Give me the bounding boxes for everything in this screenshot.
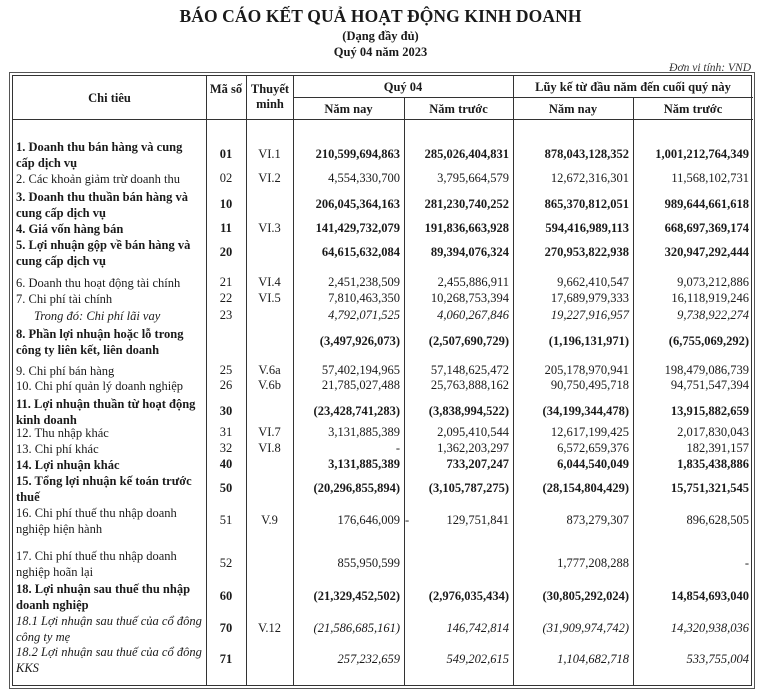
- row-label: 18. Lợi nhuận sau thuế thu nhập doanh nghiệp: [16, 582, 191, 612]
- quarter-last-year-value: (3,838,994,522): [428, 404, 509, 418]
- row-code: 01: [219, 147, 233, 161]
- quarter-this-year-value: 4,554,330,700: [328, 171, 400, 185]
- quarter-last-year-value: 129,751,841: [446, 513, 509, 527]
- ytd-last-year-value: 182,391,157: [686, 441, 749, 455]
- quarter-last-year-value: 191,836,663,928: [424, 221, 509, 235]
- row-code: 10: [219, 197, 233, 211]
- row-label: 2. Các khoản giảm trừ doanh thu: [16, 172, 181, 186]
- row-code: 50: [219, 481, 233, 495]
- row-code: 02: [219, 171, 233, 185]
- row-code: 31: [219, 425, 233, 439]
- report-title: BÁO CÁO KẾT QUẢ HOẠT ĐỘNG KINH DOANH: [179, 6, 582, 26]
- row-note: V.9: [261, 513, 278, 527]
- row-code: 70: [219, 621, 233, 635]
- quarter-this-year-value: 64,615,632,084: [321, 245, 400, 259]
- ytd-last-year-value: -: [744, 556, 749, 570]
- ytd-this-year-value: 17,689,979,333: [550, 291, 629, 305]
- ytd-last-year-value: 1,001,212,764,349: [655, 147, 749, 161]
- ytd-this-year-value: 12,617,199,425: [550, 425, 629, 439]
- ytd-this-year-value: 12,672,316,301: [550, 171, 629, 185]
- ytd-this-year-value: 594,416,989,113: [545, 221, 629, 235]
- row-label: 10. Chi phí quản lý doanh nghiệp: [16, 379, 183, 393]
- quarter-this-year-value: -: [395, 441, 400, 455]
- row-label: 11. Lợi nhuận thuần từ hoạt động kinh doanh: [16, 397, 196, 427]
- row-code: 30: [219, 404, 233, 418]
- row-note: VI.2: [258, 171, 281, 185]
- row-note: V.6b: [257, 378, 282, 392]
- header-item: Chi tiêu: [88, 91, 131, 105]
- quarter-this-year-value: 206,045,364,163: [315, 197, 400, 211]
- ytd-this-year-value: 19,227,916,957: [550, 308, 629, 322]
- ytd-last-year-value: (6,755,069,292): [668, 334, 749, 348]
- row-code: 20: [219, 245, 233, 259]
- ytd-last-year-value: 989,644,661,618: [664, 197, 749, 211]
- quarter-last-year-value: (2,976,035,434): [428, 589, 509, 603]
- row-code: 71: [219, 652, 233, 666]
- quarter-this-year-value: 257,232,659: [337, 652, 400, 666]
- row-label: 12. Thu nhập khác: [16, 426, 109, 440]
- quarter-last-year-value: 146,742,814: [446, 621, 509, 635]
- row-label: 18.1 Lợi nhuận sau thuế của cổ đông công ty mẹ: [16, 614, 202, 644]
- quarter-last-year-value: 89,394,076,324: [430, 245, 509, 259]
- quarter-this-year-value: (21,586,685,161): [313, 621, 400, 635]
- ytd-last-year-value: 896,628,505: [686, 513, 749, 527]
- row-note: V.6a: [258, 363, 281, 377]
- header-ytd-group: Lũy kế từ đầu năm đến cuối quý này: [535, 80, 731, 94]
- ytd-last-year-value: 198,479,086,739: [664, 363, 749, 377]
- row-code: 60: [219, 589, 233, 603]
- quarter-last-year-value: (2,507,690,729): [428, 334, 509, 348]
- ytd-last-year-value: 11,568,102,731: [671, 171, 749, 185]
- ytd-this-year-value: 865,370,812,051: [544, 197, 629, 211]
- quarter-this-year-value: 3,131,885,389: [328, 425, 400, 439]
- quarter-last-year-value: 3,795,664,579: [437, 171, 509, 185]
- quarter-this-year-value: 141,429,732,079: [315, 221, 400, 235]
- header-quarter-group: Quý 04: [383, 80, 423, 94]
- ytd-last-year-value: 9,073,212,886: [677, 275, 749, 289]
- row-label: 4. Giá vốn hàng bán: [16, 222, 124, 236]
- ytd-this-year-value: 90,750,495,718: [550, 378, 629, 392]
- ytd-this-year-value: (34,199,344,478): [542, 404, 629, 418]
- ytd-this-year-value: 1,104,682,718: [557, 652, 629, 666]
- quarter-last-year-value: 25,763,888,162: [430, 378, 509, 392]
- report-subtitle: (Dạng đầy đủ): [342, 29, 419, 43]
- report-period: Quý 04 năm 2023: [333, 45, 428, 59]
- quarter-this-year-value: 176,646,009: [337, 513, 400, 527]
- ytd-this-year-value: 9,662,410,547: [557, 275, 629, 289]
- row-note: VI.1: [258, 147, 281, 161]
- header-code: Mã số: [209, 82, 243, 96]
- quarter-this-year-value: 3,131,885,389: [328, 457, 400, 471]
- row-label: 6. Doanh thu hoạt động tài chính: [16, 276, 181, 290]
- header-quarter-this-year: Năm nay: [324, 102, 373, 116]
- ytd-last-year-value: 668,697,369,174: [664, 221, 749, 235]
- row-note: VI.8: [258, 441, 281, 455]
- ytd-last-year-value: 1,835,438,886: [677, 457, 749, 471]
- ytd-this-year-value: 873,279,307: [566, 513, 629, 527]
- quarter-last-year-value: 285,026,404,831: [424, 147, 509, 161]
- ytd-last-year-value: 13,915,882,659: [670, 404, 749, 418]
- quarter-last-year-value: 10,268,753,394: [430, 291, 509, 305]
- ytd-last-year-value: 320,947,292,444: [664, 245, 749, 259]
- quarter-this-year-value: 855,950,599: [337, 556, 400, 570]
- row-code: 32: [219, 441, 233, 455]
- quarter-last-year-value: 549,202,615: [446, 652, 509, 666]
- row-note: VI.7: [258, 425, 281, 439]
- row-label: 1. Doanh thu bán hàng và cung cấp dịch vụ: [16, 140, 183, 170]
- row-note: V.12: [257, 621, 282, 635]
- row-code: 25: [219, 363, 233, 377]
- header-divider: [293, 97, 753, 98]
- quarter-this-year-value: 57,402,194,965: [321, 363, 400, 377]
- quarter-this-year-value: (3,497,926,073): [319, 334, 400, 348]
- quarter-this-year-value: (20,296,855,894): [313, 481, 400, 495]
- quarter-last-year-value: 2,455,886,911: [437, 275, 509, 289]
- quarter-last-year-value: 57,148,625,472: [430, 363, 509, 377]
- ytd-this-year-value: 1,777,208,288: [557, 556, 629, 570]
- quarter-last-year-value: 733,207,247: [446, 457, 509, 471]
- header-quarter-last-year: Năm trước: [429, 102, 488, 116]
- ytd-this-year-value: 6,572,659,376: [557, 441, 629, 455]
- row-code: 11: [220, 221, 232, 235]
- row-code: 22: [219, 291, 233, 305]
- ytd-this-year-value: (1,196,131,971): [548, 334, 629, 348]
- dash-mark: -: [405, 513, 410, 527]
- row-code: 21: [219, 275, 233, 289]
- ytd-last-year-value: 14,320,938,036: [670, 621, 749, 635]
- quarter-last-year-value: 1,362,203,297: [437, 441, 509, 455]
- ytd-last-year-value: 15,751,321,545: [670, 481, 749, 495]
- quarter-this-year-value: 21,785,027,488: [321, 378, 400, 392]
- row-label: 3. Doanh thu thuần bán hàng và cung cấp dịch vụ: [16, 190, 188, 220]
- quarter-last-year-value: 2,095,410,544: [437, 425, 509, 439]
- row-code: 52: [219, 556, 233, 570]
- currency-unit: Đơn vị tính: VND: [669, 62, 751, 74]
- row-code: 23: [219, 308, 233, 322]
- quarter-this-year-value: 7,810,463,350: [328, 291, 400, 305]
- row-note: VI.3: [258, 221, 281, 235]
- header-ytd-last-year: Năm trước: [663, 102, 723, 116]
- header-note: Thuyết minh: [250, 82, 290, 111]
- income-statement-table: [12, 75, 752, 686]
- quarter-this-year-value: 4,792,071,525: [328, 308, 400, 322]
- header-bottom-line: [13, 119, 753, 120]
- row-note: VI.5: [258, 291, 281, 305]
- row-label: 14. Lợi nhuận khác: [16, 458, 120, 472]
- ytd-this-year-value: 205,178,970,941: [544, 363, 629, 377]
- ytd-last-year-value: 94,751,547,394: [670, 378, 749, 392]
- quarter-this-year-value: (23,428,741,283): [313, 404, 400, 418]
- ytd-last-year-value: 2,017,830,043: [677, 425, 749, 439]
- quarter-this-year-value: (21,329,452,502): [313, 589, 400, 603]
- row-label: 7. Chi phí tài chính: [16, 292, 113, 306]
- header-ytd-this-year: Năm nay: [548, 102, 598, 116]
- row-code: 26: [219, 378, 233, 392]
- ytd-last-year-value: 14,854,693,040: [670, 589, 749, 603]
- quarter-this-year-value: 2,451,238,509: [328, 275, 400, 289]
- quarter-last-year-value: 281,230,740,252: [424, 197, 509, 211]
- ytd-this-year-value: 6,044,540,049: [557, 457, 629, 471]
- row-label: 8. Phần lợi nhuận hoặc lỗ trong công ty liên kết, liên doanh: [16, 327, 184, 357]
- ytd-last-year-value: 533,755,004: [686, 652, 749, 666]
- ytd-this-year-value: (31,909,974,742): [542, 621, 629, 635]
- row-label: 5. Lợi nhuận gộp về bán hàng và cung cấp dịch vụ: [16, 238, 191, 268]
- ytd-last-year-value: 16,118,919,246: [671, 291, 749, 305]
- quarter-last-year-value: 4,060,267,846: [437, 308, 509, 322]
- row-label: 15. Tổng lợi nhuận kế toán trước thuế: [16, 474, 192, 504]
- row-code: 51: [219, 513, 233, 527]
- ytd-this-year-value: 270,953,822,938: [544, 245, 629, 259]
- row-code: 40: [219, 457, 233, 471]
- quarter-this-year-value: 210,599,694,863: [315, 147, 400, 161]
- row-label: Trong đó: Chi phí lãi vay: [34, 309, 161, 323]
- ytd-this-year-value: 878,043,128,352: [544, 147, 629, 161]
- ytd-this-year-value: (28,154,804,429): [542, 481, 629, 495]
- row-note: VI.4: [258, 275, 281, 289]
- row-label: 17. Chi phí thuế thu nhập doanh nghiệp hoãn lại: [16, 549, 177, 579]
- row-label: 18.2 Lợi nhuận sau thuế của cổ đông KKS: [16, 645, 202, 675]
- quarter-last-year-value: (3,105,787,275): [428, 481, 509, 495]
- row-label: 13. Chi phí khác: [16, 442, 99, 456]
- row-label: 9. Chi phí bán hàng: [16, 364, 115, 378]
- ytd-last-year-value: 9,738,922,274: [677, 308, 749, 322]
- ytd-this-year-value: (30,805,292,024): [542, 589, 629, 603]
- row-label: 16. Chi phí thuế thu nhập doanh nghiệp hiện hành: [16, 506, 177, 536]
